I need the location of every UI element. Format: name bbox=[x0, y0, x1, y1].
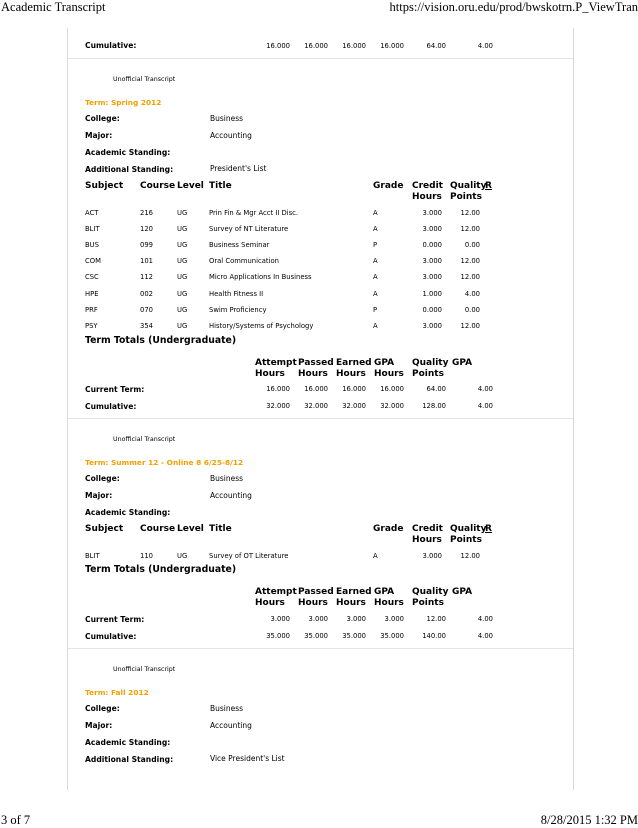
college-label: College: bbox=[85, 114, 120, 123]
cumulative-attempt: 35.000 bbox=[266, 632, 290, 640]
col-level: Level bbox=[177, 524, 204, 534]
top-cum-attempt: 16.000 bbox=[266, 42, 290, 50]
col-credit-hours bbox=[412, 524, 443, 545]
col-hours: Hours bbox=[336, 597, 366, 608]
course-credit-hours: 3.000 bbox=[422, 257, 442, 266]
course-level: UG bbox=[177, 241, 188, 250]
cumulative-gpa: 4.00 bbox=[477, 632, 493, 640]
col-attempt: Attempt bbox=[255, 358, 297, 368]
col-gpa-label: GPA bbox=[374, 587, 395, 597]
col-points: Points bbox=[450, 191, 482, 202]
course-grade: P bbox=[373, 305, 378, 314]
course-level: UG bbox=[177, 289, 188, 298]
col-repeat: R bbox=[485, 524, 492, 534]
course-grade: A bbox=[373, 209, 378, 217]
top-cum-quality-points: 64.00 bbox=[426, 42, 446, 50]
cumulative-gpa-hours: 32.000 bbox=[380, 402, 404, 410]
col-quality-points bbox=[412, 358, 448, 379]
col-credit: Credit bbox=[412, 181, 443, 191]
additional-standing-label: Additional Standing: bbox=[85, 755, 174, 764]
course-title: Micro Applications In Business bbox=[209, 273, 312, 282]
top-cum-earned: 16.000 bbox=[342, 42, 366, 50]
term-heading: Term: Fall 2012 bbox=[85, 688, 149, 697]
col-passed: Passed bbox=[298, 358, 334, 368]
col-earned-hours bbox=[336, 587, 372, 608]
section-divider bbox=[68, 418, 573, 419]
course-subject: BUS bbox=[85, 241, 99, 250]
top-cum-passed: 16.000 bbox=[304, 42, 328, 50]
col-quality: Quality bbox=[450, 181, 487, 191]
course-grade: A bbox=[373, 552, 378, 560]
col-points: Points bbox=[412, 368, 444, 379]
major-label: Major: bbox=[85, 491, 113, 500]
page-header-url: https://vision.oru.edu/prod/bwskotrn.P_ViewTran bbox=[389, 0, 638, 14]
term-totals-title: Term Totals (Undergraduate) bbox=[85, 564, 237, 575]
section-divider bbox=[68, 58, 573, 59]
course-title: Health Fitness II bbox=[209, 289, 264, 298]
academic-standing-label: Academic Standing: bbox=[85, 148, 171, 157]
col-grade: Grade bbox=[373, 524, 404, 534]
col-course: Course bbox=[140, 524, 176, 534]
cumulative-attempt: 32.000 bbox=[266, 402, 290, 410]
course-quality-points: 12.00 bbox=[460, 552, 480, 560]
col-hours: Hours bbox=[298, 368, 328, 379]
col-gpa: GPA bbox=[452, 358, 473, 368]
course-credit-hours: 0.000 bbox=[422, 241, 442, 250]
current-attempt: 16.000 bbox=[266, 385, 290, 393]
col-grade: Grade bbox=[373, 181, 404, 191]
course-quality-points: 12.00 bbox=[460, 225, 480, 234]
current-gpa: 4.00 bbox=[477, 615, 493, 623]
course-credit-hours: 0.000 bbox=[422, 305, 442, 314]
col-hours: Hours bbox=[412, 191, 442, 202]
unofficial-transcript-label: Unofficial Transcript bbox=[113, 666, 176, 673]
college-value: Business bbox=[210, 474, 244, 483]
cumulative-earned: 35.000 bbox=[342, 632, 366, 640]
col-hours: Hours bbox=[255, 368, 285, 379]
course-quality-points: 12.00 bbox=[460, 209, 480, 217]
col-gpa-hours bbox=[374, 358, 404, 379]
course-number: 070 bbox=[140, 305, 153, 314]
cumulative-gpa-hours: 35.000 bbox=[380, 632, 404, 640]
col-gpa-label: GPA bbox=[374, 358, 395, 368]
col-repeat: R bbox=[485, 181, 492, 191]
course-subject: ACT bbox=[85, 209, 99, 217]
col-level: Level bbox=[177, 181, 204, 191]
cumulative-quality-points: 140.00 bbox=[422, 632, 446, 640]
current-earned: 3.000 bbox=[346, 615, 366, 623]
course-grade: A bbox=[373, 289, 378, 298]
cumulative-passed: 32.000 bbox=[304, 402, 328, 410]
college-value: Business bbox=[210, 704, 244, 713]
col-gpa: GPA bbox=[452, 587, 473, 597]
col-quality: Quality bbox=[412, 587, 449, 597]
col-passed-hours bbox=[298, 587, 334, 608]
col-attempt-hours bbox=[255, 358, 297, 379]
course-title: Swim Proficiency bbox=[209, 305, 267, 314]
current-quality-points: 64.00 bbox=[426, 385, 446, 393]
col-credit-hours bbox=[412, 181, 443, 202]
col-hours: Hours bbox=[374, 368, 404, 379]
course-subject: PSY bbox=[85, 321, 98, 330]
cumulative-label: Cumulative: bbox=[85, 402, 137, 411]
course-subject: CSC bbox=[85, 273, 99, 282]
term-heading: Term: Summer 12 - Online 8 6/25-8/12 bbox=[85, 458, 244, 467]
course-level: UG bbox=[177, 273, 188, 282]
course-grade: P bbox=[373, 241, 378, 250]
course-credit-hours: 3.000 bbox=[422, 552, 442, 560]
page-header-title: Academic Transcript bbox=[1, 0, 106, 14]
col-hours: Hours bbox=[374, 597, 404, 608]
current-term-label: Current Term: bbox=[85, 385, 145, 394]
course-quality-points: 0.00 bbox=[464, 305, 480, 314]
col-title: Title bbox=[209, 181, 232, 191]
course-credit-hours: 3.000 bbox=[422, 225, 442, 234]
top-cumulative-label: Cumulative: bbox=[85, 41, 137, 50]
course-level: UG bbox=[177, 225, 188, 234]
course-title: Prin Fin & Mgr Acct II Disc. bbox=[209, 209, 299, 217]
col-attempt-hours bbox=[255, 587, 297, 608]
current-gpa: 4.00 bbox=[477, 385, 493, 393]
col-hours: Hours bbox=[412, 534, 442, 545]
col-attempt: Attempt bbox=[255, 587, 297, 597]
col-course: Course bbox=[140, 181, 176, 191]
cumulative-gpa: 4.00 bbox=[477, 402, 493, 410]
col-points: Points bbox=[450, 534, 482, 545]
major-label: Major: bbox=[85, 131, 113, 140]
course-subject: COM bbox=[85, 257, 101, 266]
course-title: History/Systems of Psychology bbox=[209, 321, 314, 330]
col-quality: Quality bbox=[412, 358, 449, 368]
top-cum-gpa: 4.00 bbox=[477, 42, 493, 50]
course-number: 112 bbox=[140, 273, 153, 282]
col-passed: Passed bbox=[298, 587, 334, 597]
col-hours: Hours bbox=[298, 597, 328, 608]
col-hours: Hours bbox=[255, 597, 285, 608]
cumulative-label: Cumulative: bbox=[85, 632, 137, 641]
course-number: 354 bbox=[140, 321, 153, 330]
college-label: College: bbox=[85, 704, 120, 713]
course-number: 101 bbox=[140, 257, 153, 266]
course-grade: A bbox=[373, 273, 378, 282]
col-quality-points bbox=[450, 524, 486, 545]
col-subject: Subject bbox=[85, 524, 124, 534]
col-points: Points bbox=[412, 597, 444, 608]
course-level: UG bbox=[177, 257, 188, 266]
course-subject: HPE bbox=[85, 289, 99, 298]
additional-standing-value: President's List bbox=[210, 164, 267, 173]
course-quality-points: 12.00 bbox=[460, 273, 480, 282]
course-subject: BLIT bbox=[85, 225, 100, 234]
additional-standing-value: Vice President's List bbox=[210, 754, 285, 763]
current-passed: 3.000 bbox=[308, 615, 328, 623]
term-heading: Term: Spring 2012 bbox=[85, 98, 162, 107]
col-earned: Earned bbox=[336, 358, 372, 368]
course-grade: A bbox=[373, 321, 378, 330]
course-number: 099 bbox=[140, 241, 153, 250]
course-grade: A bbox=[373, 225, 378, 234]
course-level: UG bbox=[177, 552, 188, 560]
course-title: Survey of NT Literature bbox=[209, 225, 289, 234]
course-title: Survey of OT Literature bbox=[209, 552, 289, 560]
course-subject: BLIT bbox=[85, 552, 100, 560]
course-title: Business Seminar bbox=[209, 241, 270, 250]
course-level: UG bbox=[177, 209, 188, 217]
major-value: Accounting bbox=[210, 721, 252, 730]
col-title: Title bbox=[209, 524, 232, 534]
additional-standing-label: Additional Standing: bbox=[85, 165, 174, 174]
col-quality-points bbox=[412, 587, 448, 608]
academic-standing-label: Academic Standing: bbox=[85, 508, 171, 517]
col-passed-hours bbox=[298, 358, 334, 379]
course-quality-points: 0.00 bbox=[464, 241, 480, 250]
unofficial-transcript-label: Unofficial Transcript bbox=[113, 436, 176, 443]
course-quality-points: 12.00 bbox=[460, 257, 480, 266]
col-gpa-hours bbox=[374, 587, 404, 608]
course-quality-points: 12.00 bbox=[460, 321, 480, 330]
col-credit: Credit bbox=[412, 524, 443, 534]
course-level: UG bbox=[177, 321, 188, 330]
current-gpa-hours: 3.000 bbox=[384, 615, 404, 623]
current-passed: 16.000 bbox=[304, 385, 328, 393]
transcript-content bbox=[67, 28, 574, 790]
cumulative-passed: 35.000 bbox=[304, 632, 328, 640]
academic-standing-label: Academic Standing: bbox=[85, 738, 171, 747]
course-quality-points: 4.00 bbox=[464, 289, 480, 298]
cumulative-earned: 32.000 bbox=[342, 402, 366, 410]
college-label: College: bbox=[85, 474, 120, 483]
course-number: 110 bbox=[140, 552, 153, 560]
course-grade: A bbox=[373, 257, 378, 266]
course-number: 216 bbox=[140, 209, 153, 217]
current-term-label: Current Term: bbox=[85, 615, 145, 624]
col-earned-hours bbox=[336, 358, 372, 379]
current-attempt: 3.000 bbox=[270, 615, 290, 623]
current-gpa-hours: 16.000 bbox=[380, 385, 404, 393]
col-hours: Hours bbox=[336, 368, 366, 379]
course-subject: PRF bbox=[85, 305, 98, 314]
course-number: 120 bbox=[140, 225, 153, 234]
col-subject: Subject bbox=[85, 181, 124, 191]
unofficial-transcript-label: Unofficial Transcript bbox=[113, 76, 176, 83]
col-quality-points bbox=[450, 181, 486, 202]
course-number: 002 bbox=[140, 289, 153, 298]
section-divider bbox=[68, 648, 573, 649]
course-credit-hours: 3.000 bbox=[422, 273, 442, 282]
college-value: Business bbox=[210, 114, 244, 123]
cumulative-quality-points: 128.00 bbox=[422, 402, 446, 410]
col-quality: Quality bbox=[450, 524, 487, 534]
current-quality-points: 12.00 bbox=[426, 615, 446, 623]
major-value: Accounting bbox=[210, 131, 252, 140]
col-earned: Earned bbox=[336, 587, 372, 597]
current-earned: 16.000 bbox=[342, 385, 366, 393]
course-title: Oral Communication bbox=[209, 257, 279, 266]
course-credit-hours: 3.000 bbox=[422, 209, 442, 217]
major-label: Major: bbox=[85, 721, 113, 730]
major-value: Accounting bbox=[210, 491, 252, 500]
page-number: 3 of 7 bbox=[1, 813, 31, 827]
course-credit-hours: 3.000 bbox=[422, 321, 442, 330]
course-credit-hours: 1.000 bbox=[422, 289, 442, 298]
top-cum-gpa-hours: 16.000 bbox=[380, 42, 404, 50]
course-level: UG bbox=[177, 305, 188, 314]
term-totals-title: Term Totals (Undergraduate) bbox=[85, 335, 237, 346]
print-timestamp: 8/28/2015 1:32 PM bbox=[540, 813, 638, 827]
